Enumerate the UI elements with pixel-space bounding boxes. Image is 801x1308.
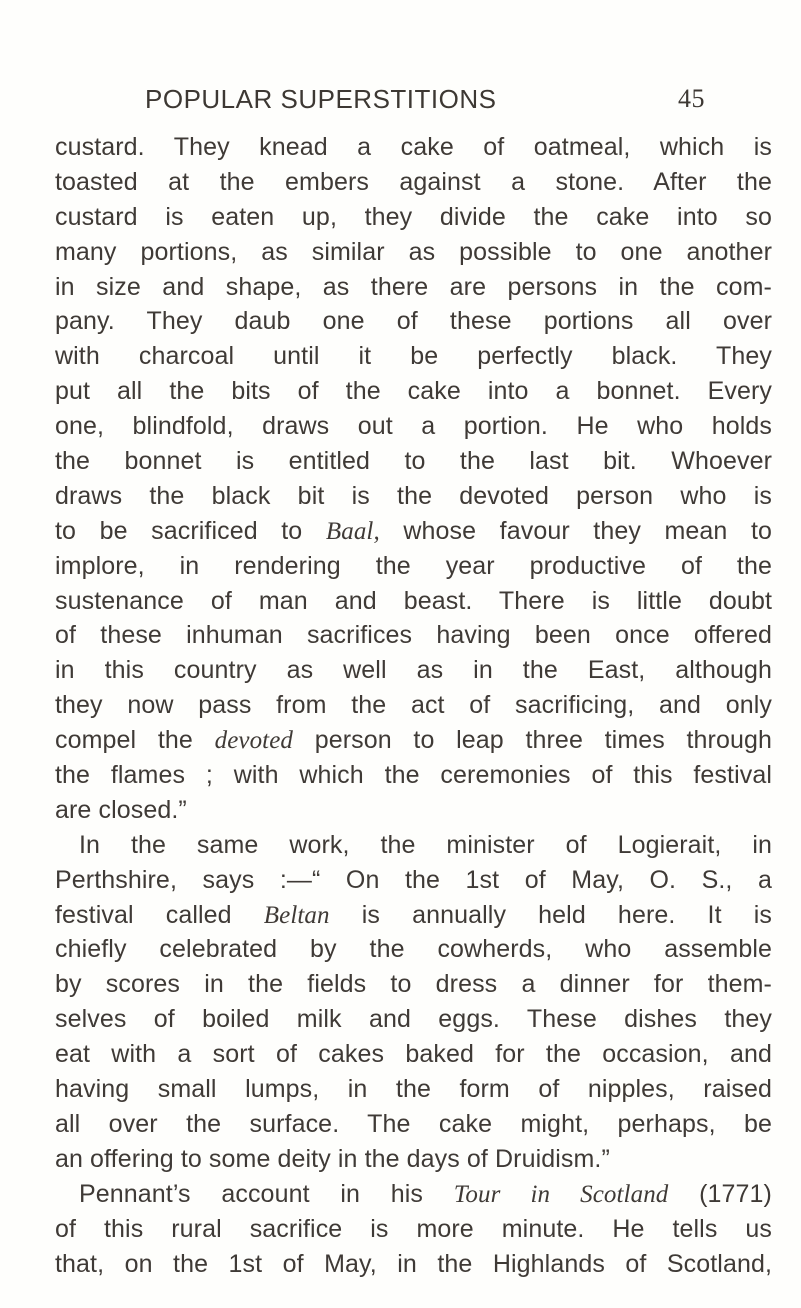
- text-line: the flames ; with which the ceremonies of this festival: [55, 761, 772, 790]
- text-line: of this rural sacrifice is more minute. He tells us: [55, 1214, 772, 1243]
- text-line: sustenance of man and beast. There is little doubt: [55, 586, 772, 615]
- page-number: 45: [678, 84, 705, 113]
- italic-text: Beltan: [263, 901, 330, 929]
- text-run: festival called: [55, 900, 264, 929]
- italic-text: Baal,: [325, 517, 380, 545]
- italic-text: devoted: [214, 727, 294, 755]
- text-line: toasted at the embers against a stone. After the: [55, 167, 772, 196]
- text-line: [55, 514, 772, 549]
- text-line: Perthshire, says :—“ On the 1st of May, O. S., a: [55, 865, 772, 894]
- paragraph-start: In the same work, the minister of Logierait, in: [79, 830, 772, 859]
- text-line: draws the black bit is the devoted person who is: [55, 481, 772, 510]
- text-line: are closed.”: [55, 795, 187, 824]
- text-line: in size and shape, as there are persons in the com-: [55, 272, 772, 301]
- text-run: whose favour they mean to: [379, 516, 773, 545]
- text-line: all over the surface. The cake might, perhaps, be: [55, 1109, 772, 1138]
- text-line: that, on the 1st of May, in the Highlands of Scotland,: [55, 1249, 772, 1278]
- text-run: (1771): [668, 1179, 772, 1208]
- text-run: compel the: [55, 726, 215, 755]
- text-line: implore, in rendering the year productive of the: [55, 551, 772, 580]
- text-run: Pennant’s account in his: [79, 1179, 454, 1208]
- text-line: they now pass from the act of sacrificing, and only: [55, 691, 772, 720]
- text-line: put all the bits of the cake into a bonnet. Every: [55, 377, 772, 406]
- running-title: POPULAR SUPERSTITIONS: [145, 84, 497, 114]
- text-line: one, blindfold, draws out a portion. He who holds: [55, 412, 772, 441]
- text-line: an offering to some deity in the days of Druidism.”: [55, 1144, 610, 1173]
- text-line: with charcoal until it be perfectly black. They: [55, 342, 772, 371]
- body-text: [55, 130, 772, 1281]
- text-line: [55, 723, 772, 758]
- text-run: to be sacrificed to: [55, 516, 326, 545]
- text-line: custard is eaten up, they divide the cake into so: [55, 202, 772, 231]
- text-line: eat with a sort of cakes baked for the occasion, and: [55, 1040, 772, 1069]
- text-run: is annually held here. It is: [329, 900, 772, 929]
- text-line: pany. They daub one of these portions all over: [55, 307, 772, 336]
- text-line: having small lumps, in the form of nipples, raised: [55, 1075, 772, 1104]
- paragraph-start: [55, 1177, 772, 1212]
- text-line: many portions, as similar as possible to one another: [55, 237, 772, 266]
- text-run: person to leap three times through: [293, 726, 773, 755]
- text-line: in this country as well as in the East, although: [55, 656, 772, 685]
- text-line: the bonnet is entitled to the last bit. Whoever: [55, 447, 772, 476]
- text-line: [55, 898, 772, 933]
- text-line: of these inhuman sacrifices having been once offered: [55, 621, 772, 650]
- text-line: chiefly celebrated by the cowherds, who assemble: [55, 935, 772, 964]
- text-line: by scores in the fields to dress a dinner for them-: [55, 970, 772, 999]
- text-line: selves of boiled milk and eggs. These dishes they: [55, 1005, 772, 1034]
- text-line: custard. They knead a cake of oatmeal, which is: [55, 133, 772, 161]
- italic-text: Tour in Scotland: [453, 1180, 669, 1208]
- running-head: [145, 84, 705, 116]
